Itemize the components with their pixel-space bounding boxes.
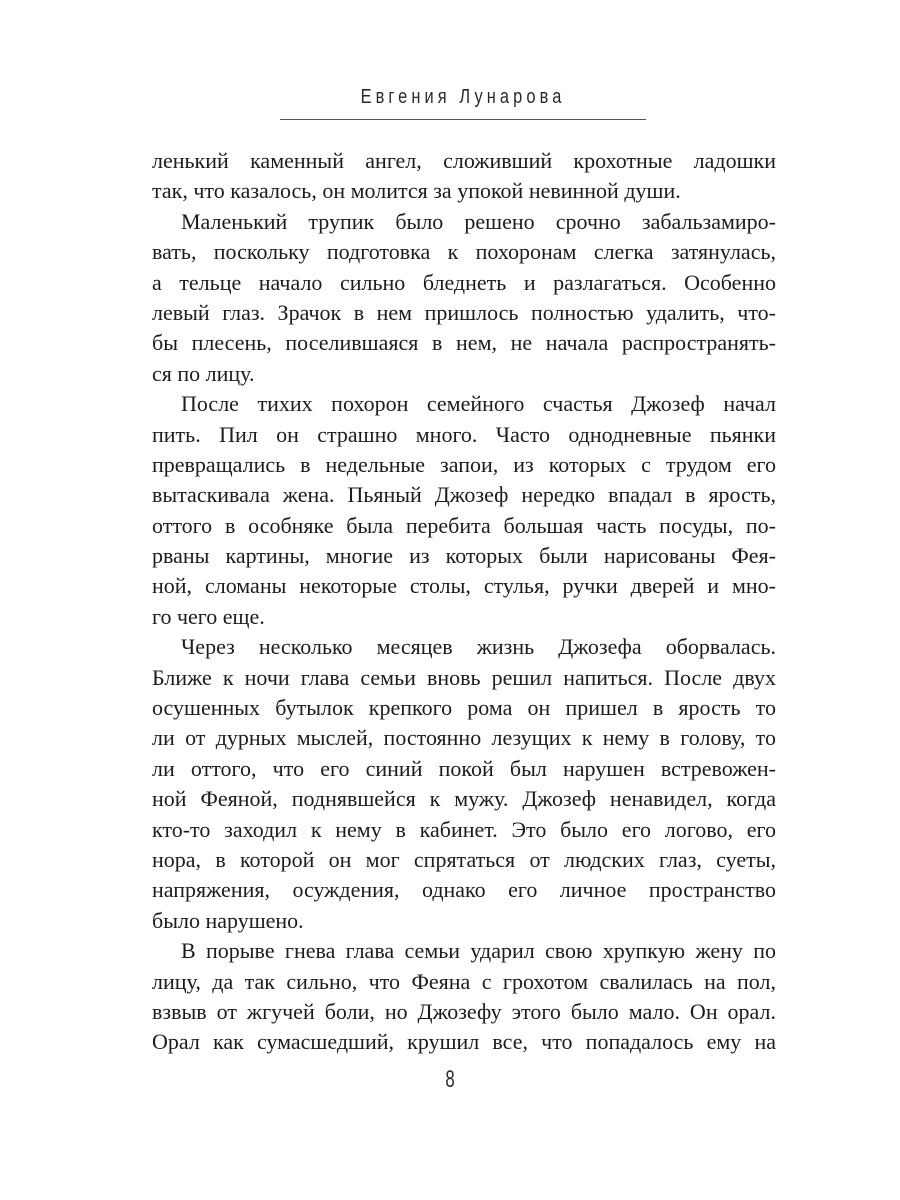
text-line: В порыве гнева глава семьи ударил свою хрупкую жену по <box>181 938 776 964</box>
text-line: го чего еще. <box>152 603 265 629</box>
text-line: левый глаз. Зрачок в нем пришлось полностью удалить, что- <box>152 299 776 325</box>
text-line: ли оттого, что его синий покой был нарушен встревожен- <box>152 755 776 781</box>
text-line: было нарушено. <box>152 907 304 933</box>
text-line: нора, в которой он мог спрятаться от людских глаз, суеты, <box>152 846 776 872</box>
text-line: пить. Пил он страшно много. Часто однодневные пьянки <box>152 421 776 447</box>
text-line: После тихих похорон семейного счастья Джозеф начал <box>181 391 776 417</box>
text-line: оттого в особняке была перебита большая часть посуды, по- <box>152 512 776 538</box>
text-line: ли от дурных мыслей, постоянно лезущих к нему в голову, то <box>152 725 776 751</box>
header-divider <box>280 119 646 120</box>
text-line: осушенных бутылок крепкого рома он пришел в ярость то <box>152 695 776 721</box>
paragraph <box>152 632 776 936</box>
text-line: ся по лицу. <box>152 360 255 386</box>
text-line: напряжения, осуждения, однако его личное пространство <box>152 877 776 903</box>
text-line: взвыв от жгучей боли, но Джозефу этого было мало. Он орал. <box>152 998 776 1024</box>
text-line: вать, поскольку подготовка к похоронам слегка затянулась, <box>152 239 776 265</box>
text-line: бы плесень, поселившаяся в нем, не начала распространять- <box>152 330 776 356</box>
text-line: вытаскивала жена. Пьяный Джозеф нередко впадал в ярость, <box>152 482 776 508</box>
paragraph <box>152 936 776 1058</box>
text-line: кто-то заходил к нему в кабинет. Это было его логово, его <box>152 816 776 842</box>
page-number: 8 <box>445 1066 455 1093</box>
text-line: Маленький трупик было решено срочно забальзамиро- <box>181 208 776 234</box>
text-line: ной Феяной, поднявшейся к мужу. Джозеф ненавидел, когда <box>152 786 776 812</box>
text-line: Через несколько месяцев жизнь Джозефа оборвалась. <box>181 634 776 660</box>
paragraph <box>152 389 776 632</box>
text-line: так, что казалось, он молится за упокой невинной души. <box>152 178 681 204</box>
text-line: Ближе к ночи глава семьи вновь решил напиться. После двух <box>152 664 776 690</box>
text-line: лицу, да так сильно, что Феяна с грохотом свалилась на пол, <box>152 968 776 994</box>
text-line: Орал как сумасшедший, крушил все, что попадалось ему на <box>152 1029 776 1055</box>
body-text <box>152 146 776 1058</box>
running-head-author: Евгения Лунарова <box>360 86 566 108</box>
paragraph <box>152 207 776 389</box>
paragraph <box>152 146 776 207</box>
text-line: а тельце начало сильно бледнеть и разлагаться. Особенно <box>152 269 776 295</box>
text-line: ленький каменный ангел, сложивший крохотные ладошки <box>152 148 776 173</box>
text-line: ной, сломаны некоторые столы, стулья, ручки дверей и мно- <box>152 573 776 599</box>
text-line: превращались в недельные запои, из которых с трудом его <box>152 451 776 477</box>
text-line: рваны картины, многие из которых были нарисованы Фея- <box>152 543 776 569</box>
